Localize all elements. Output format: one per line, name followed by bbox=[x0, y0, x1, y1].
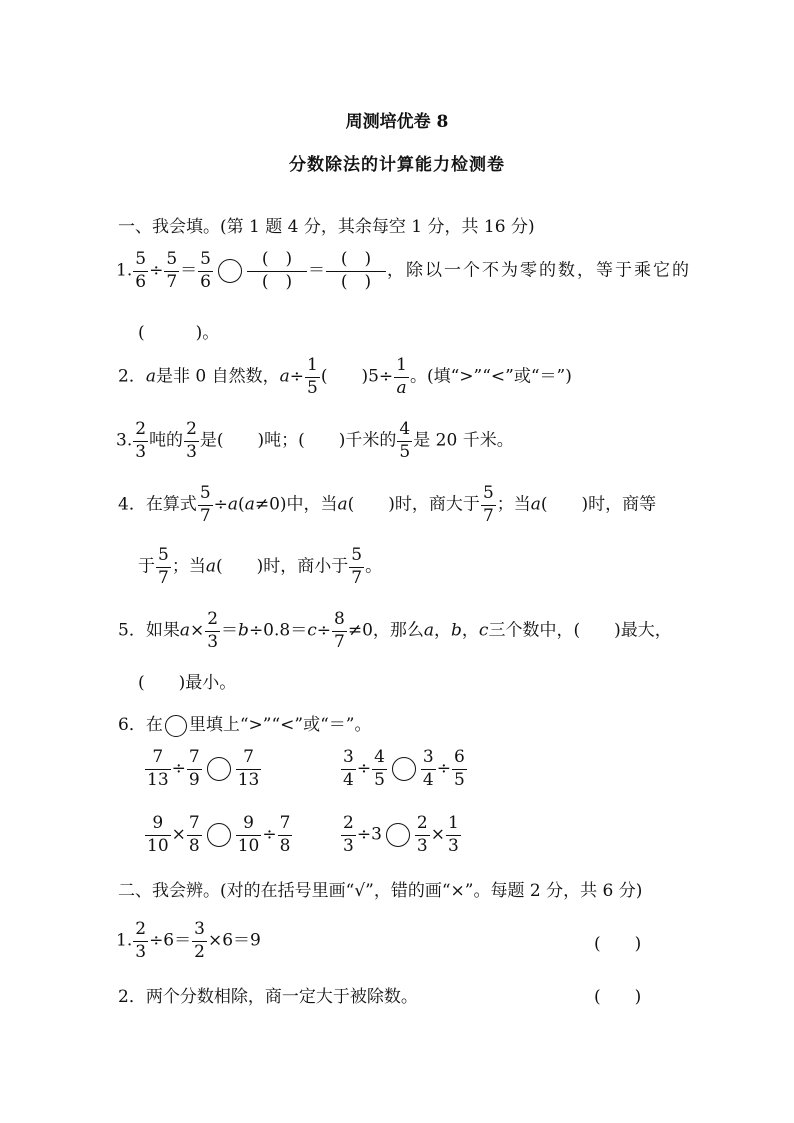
page-title: 周测培优卷 8 bbox=[345, 112, 449, 132]
answer-blank[interactable]: ( ) bbox=[320, 366, 369, 387]
fraction: $\frac{2}{3}$ bbox=[207, 609, 219, 652]
circle-symbol bbox=[165, 715, 187, 737]
fraction: $\frac{5}{7}$ bbox=[166, 249, 178, 292]
compare-circle[interactable] bbox=[386, 823, 410, 847]
compare-row-1b: $\frac{3}{4}$ ÷ $\frac{4}{5}$ $\frac{3}{4}$ ÷ $\frac{6}{5}$ bbox=[343, 747, 465, 790]
compare-circle[interactable] bbox=[392, 757, 416, 781]
fraction: $\frac{1}{3}$ bbox=[447, 813, 459, 856]
question-2: 2．a是非 0 自然数，a÷ $\frac{1}{5}$ ( )5÷ $\frac{1}{a}$ 。(填“>”“<”或“＝”) bbox=[118, 355, 572, 398]
fraction: $\frac{7}{13}$ bbox=[147, 747, 169, 790]
compare-row-1a: $\frac{7}{13}$ ÷ $\frac{7}{9}$ $\frac{7}{13}$ bbox=[147, 747, 260, 790]
fraction: $\frac{8}{7}$ bbox=[334, 609, 345, 652]
fraction: $\frac{4}{5}$ bbox=[399, 419, 411, 462]
fraction: $\frac{3}{4}$ bbox=[343, 747, 354, 790]
q1-number: 1. bbox=[116, 260, 133, 281]
answer-fraction-blank[interactable]: ( ) ( ) bbox=[247, 250, 307, 292]
fraction: $\frac{1}{5}$ bbox=[306, 355, 318, 398]
judge-question-2: 2．两个分数相除，商一定大于被除数。 bbox=[118, 987, 418, 1007]
compare-row-2a: $\frac{9}{10}$ × $\frac{7}{8}$ $\frac{9}{10}$ ÷ $\frac{7}{8}$ bbox=[147, 813, 291, 856]
fraction: $\frac{3}{4}$ bbox=[422, 747, 434, 790]
question-4-cont: 于 $\frac{5}{7}$ ；当a( )时，商小于 $\frac{5}{7}$ 。 bbox=[138, 545, 383, 588]
judge-question-1: 1. $\frac{2}{3}$ ÷6＝ $\frac{3}{2}$ ×6＝9 bbox=[116, 919, 261, 962]
fraction: $\frac{5}{7}$ bbox=[351, 545, 363, 588]
question-4: 4．在算式 $\frac{5}{7}$ ÷a(a≠0)中，当a( )时，商大于 $\frac{5}{7}$ ；当a( )时，商等 bbox=[118, 483, 657, 526]
fraction: $\frac{3}{2}$ bbox=[194, 919, 205, 962]
fraction: $\frac{7}{9}$ bbox=[188, 747, 200, 790]
judge-answer-bracket-2[interactable]: ( ) bbox=[594, 987, 642, 1007]
page-subtitle: 分数除法的计算能力检测卷 bbox=[289, 155, 505, 175]
question-1: 1. $\frac{5}{6}$ ÷ $\frac{5}{7}$ ＝ $\frac{5}{6}$ ( ) ( ) ＝ ( ) ( ) ，除以一个不为零的数，等于乘它的 bbox=[116, 249, 691, 292]
fraction: $\frac{2}{3}$ bbox=[416, 813, 428, 856]
fraction: $\frac{5}{7}$ bbox=[158, 545, 169, 588]
fraction: $\frac{9}{10}$ bbox=[237, 813, 260, 856]
fraction: $\frac{5}{6}$ bbox=[135, 249, 147, 292]
fraction: $\frac{4}{5}$ bbox=[374, 747, 385, 790]
question-5: 5．如果a× $\frac{2}{3}$ ＝b÷0.8＝c÷ $\frac{8}{7}$ ≠0，那么a，b，c三个数中，( )最大， bbox=[118, 609, 672, 652]
compare-row-2b: $\frac{2}{3}$ ÷3 $\frac{2}{3}$ × $\frac{1}{3}$ bbox=[343, 813, 459, 856]
fraction: $\frac{1}{a}$ bbox=[396, 355, 407, 398]
answer-fraction-blank[interactable]: ( ) ( ) bbox=[326, 250, 386, 292]
fraction: $\frac{5}{7}$ bbox=[199, 483, 211, 526]
q5-answer-line[interactable]: ( )最小。 bbox=[138, 673, 237, 693]
fraction: $\frac{7}{8}$ bbox=[188, 813, 200, 856]
fraction: $\frac{5}{6}$ bbox=[200, 249, 211, 292]
judge-answer-bracket-1[interactable]: ( ) bbox=[594, 934, 642, 954]
question-3: 3. $\frac{2}{3}$ 吨的 $\frac{2}{3}$ 是( )吨；( )千米的 $\frac{4}{5}$ 是 20 千米。 bbox=[116, 419, 514, 462]
fraction: $\frac{6}{5}$ bbox=[453, 747, 465, 790]
fraction: $\frac{7}{13}$ bbox=[237, 747, 260, 790]
compare-circle[interactable] bbox=[207, 757, 231, 781]
fraction: $\frac{9}{10}$ bbox=[147, 813, 169, 856]
fraction: $\frac{2}{3}$ bbox=[135, 419, 147, 462]
fraction: $\frac{5}{7}$ bbox=[482, 483, 494, 526]
compare-circle[interactable] bbox=[207, 823, 231, 847]
fraction: $\frac{2}{3}$ bbox=[343, 813, 354, 856]
fraction: $\frac{7}{8}$ bbox=[279, 813, 291, 856]
section2-heading: 二、我会辨。(对的在括号里画“√”，错的画“×”。每题 2 分，共 6 分) bbox=[118, 881, 643, 901]
fraction: $\frac{2}{3}$ bbox=[186, 419, 197, 462]
question-6: 6．在 里填上“>”“<”或“＝”。 bbox=[118, 715, 372, 735]
compare-circle[interactable] bbox=[218, 259, 242, 283]
fraction: $\frac{2}{3}$ bbox=[135, 919, 147, 962]
q1-answer-line[interactable]: ( )。 bbox=[138, 323, 220, 343]
section1-heading: 一、我会填。(第 1 题 4 分，其余每空 1 分，共 16 分) bbox=[118, 217, 535, 237]
